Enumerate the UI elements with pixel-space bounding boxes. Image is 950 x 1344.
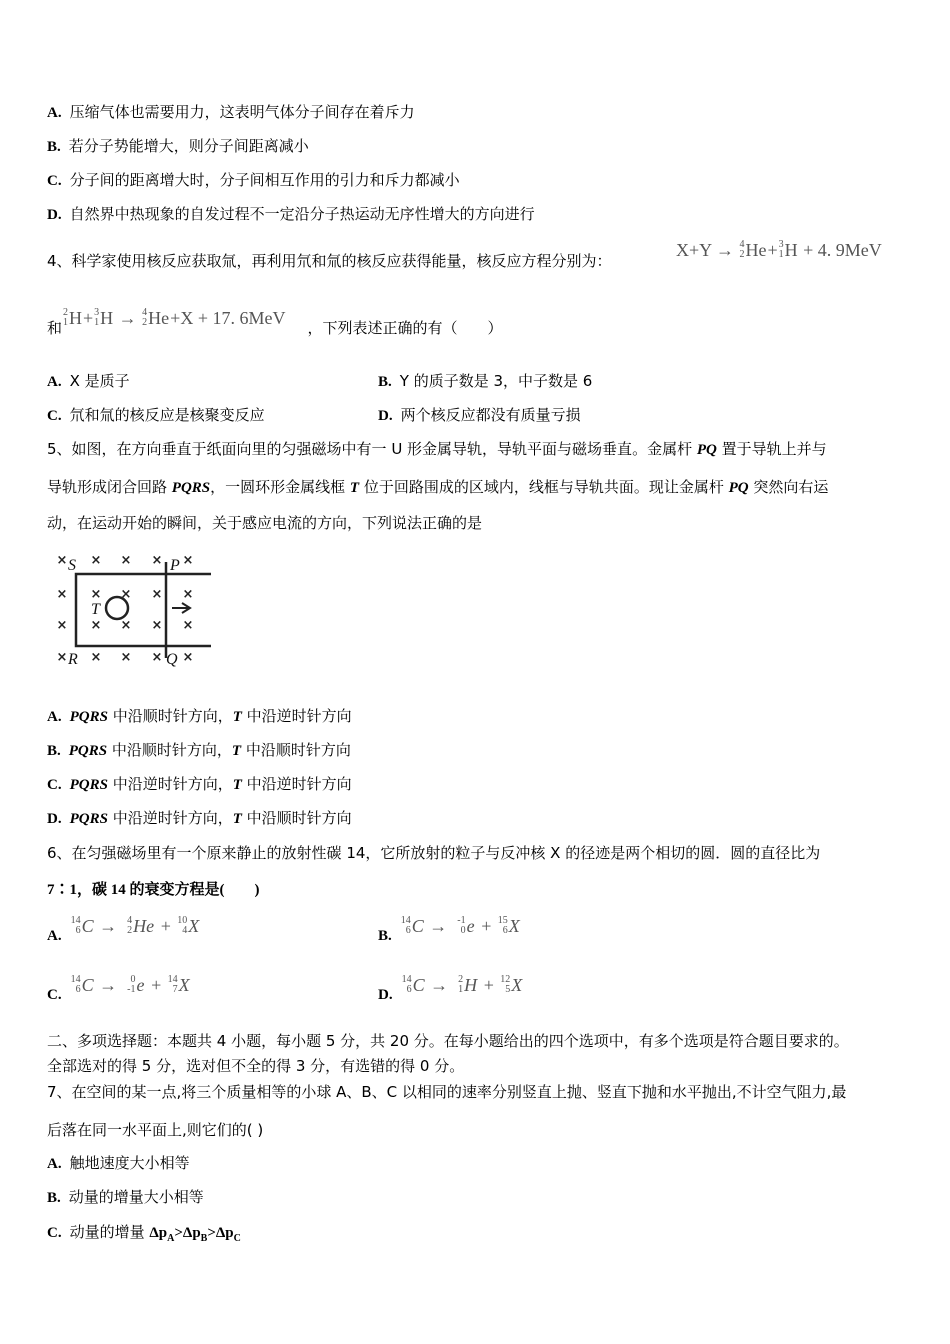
q5-line-2 [47, 477, 828, 498]
nuclide [71, 975, 94, 995]
element-symbol: e [136, 975, 145, 995]
option-label: D. [378, 408, 393, 424]
label-p: P [170, 557, 180, 574]
nuclide [168, 975, 190, 995]
svg-text:×: × [56, 650, 68, 665]
svg-text:×: × [120, 618, 132, 633]
element-symbol: C [411, 916, 424, 936]
text: 5、如图，在方向垂直于纸面向里的匀强磁场中有一 U 形金属导轨，导轨平面与磁场垂直。金属杆 [47, 440, 697, 458]
option-label: C. [47, 777, 62, 793]
mass-number: 4 [127, 915, 133, 926]
svg-text:×: × [151, 553, 163, 568]
mass-number: 14 [70, 915, 81, 926]
equation-text: X+Y → [676, 240, 739, 260]
svg-text:×: × [90, 618, 102, 633]
q7-option-b [47, 1187, 204, 1208]
greater-than: > [207, 1225, 216, 1241]
nuclide [71, 916, 94, 936]
element-symbol: H [784, 240, 798, 260]
equation-text: + 4. 9MeV [798, 240, 882, 260]
atomic-number: 1 [94, 317, 100, 328]
nuclide [127, 916, 154, 936]
equation-text: +X + 17. 6MeV [170, 308, 286, 328]
q4-equation-1 [676, 240, 882, 260]
option-text: 若分子势能增大，则分子间距离减小 [68, 137, 309, 155]
nuclide [94, 308, 113, 328]
element-symbol: C [81, 916, 94, 936]
mass-number: -1 [457, 915, 466, 926]
nuclide [63, 308, 82, 328]
text: 中沿逆时针方向， [107, 809, 233, 827]
nuclide-numbers [168, 975, 178, 995]
nuclide [739, 240, 766, 260]
mass-number: 14 [400, 915, 411, 926]
option-text: 动量的增量大小相等 [68, 1188, 204, 1206]
q3-option-a [47, 102, 415, 123]
element-symbol: e [466, 916, 475, 936]
greater-than: > [174, 1225, 183, 1241]
option-text: 触地速度大小相等 [69, 1154, 190, 1172]
mass-number: 3 [778, 239, 784, 250]
text: PQRS [171, 480, 211, 496]
mass-number: 2 [458, 974, 464, 985]
q4-option-c [47, 405, 265, 426]
equation [70, 975, 191, 995]
q4-option-d [378, 405, 581, 426]
svg-text:×: × [90, 553, 102, 568]
element-symbol: He [133, 916, 155, 936]
element-symbol: He [148, 308, 170, 328]
q3-option-c [47, 170, 460, 191]
q6-option-a [47, 912, 200, 946]
equation-text: → [424, 916, 457, 936]
option-label: C. [47, 173, 62, 189]
svg-text:×: × [56, 553, 68, 568]
nuclide-numbers [71, 916, 81, 936]
nuclide-numbers [739, 240, 744, 260]
element-symbol: X [511, 975, 523, 995]
svg-text:×: × [151, 587, 163, 602]
nuclide-numbers [127, 916, 132, 936]
svg-text:×: × [151, 618, 163, 633]
option-text: 氘和氚的核反应是核聚变反应 [69, 406, 265, 424]
mass-number: 2 [63, 307, 69, 318]
atomic-number: 6 [406, 984, 412, 995]
mass-number: 15 [497, 915, 508, 926]
equation [401, 975, 524, 995]
atomic-number: 6 [75, 925, 81, 936]
text: 突然向右运 [748, 478, 829, 496]
element-symbol: He [745, 240, 767, 260]
text: PQ [696, 442, 717, 458]
equation-text: + [475, 916, 497, 936]
option-text: X 是质子 [69, 372, 130, 390]
option-label: A. [47, 374, 62, 390]
nuclide [457, 916, 474, 936]
q4-option-a [47, 371, 130, 392]
atomic-number: 0 [460, 925, 466, 936]
equation-text: + [155, 916, 177, 936]
nuclide [458, 975, 477, 995]
atomic-number: 1 [458, 984, 464, 995]
nuclide-numbers [142, 308, 147, 328]
element-symbol: H [69, 308, 83, 328]
q5-option-b [47, 740, 351, 761]
q4-equation-2 [62, 308, 285, 328]
option-text: 动量的增量 [69, 1223, 150, 1241]
atomic-number: 6 [502, 925, 508, 936]
nuclide [500, 975, 522, 995]
text: 中沿逆时针方向 [241, 707, 352, 725]
nuclide [498, 916, 520, 936]
text: PQRS [69, 709, 108, 725]
equation-text: → [114, 308, 142, 328]
section-2-heading: 二、多项选择题：本题共 4 小题，每小题 5 分，共 20 分。在每小题给出的四个选项中，有多个选项是符合题目要求的。 [47, 1032, 849, 1050]
element-symbol: H [464, 975, 478, 995]
nuclide-numbers [177, 916, 187, 936]
mass-number: 14 [70, 974, 81, 985]
option-text: 压缩气体也需要用力，这表明气体分子间存在着斥力 [69, 103, 415, 121]
q4-and: 和 [47, 319, 63, 337]
text: 位于回路围成的区域内，线框与导轨共面。现让金属杆 [359, 478, 729, 496]
mass-number: 14 [401, 974, 412, 985]
q7-line-1: 7、在空间的某一点,将三个质量相等的小球 A、B、C 以相同的速率分别竖直上抛、竖直下抛和水平抛出,不计空气阻力,最 [47, 1083, 847, 1101]
equation-text: + [145, 975, 167, 995]
text: 导轨形成闭合回路 [47, 478, 172, 496]
q4-line-2 [47, 307, 503, 338]
atomic-number: 2 [142, 317, 148, 328]
q7-option-a [47, 1153, 190, 1174]
text: T [349, 480, 360, 496]
svg-text:×: × [182, 587, 194, 602]
text: T [232, 811, 242, 827]
text: 中沿顺时针方向， [107, 707, 233, 725]
element-symbol: C [412, 975, 425, 995]
atomic-number: -1 [127, 984, 136, 995]
text: 中沿逆时针方向 [241, 775, 352, 793]
option-text: Y 的质子数是 3，中子数是 6 [399, 372, 593, 390]
svg-text:×: × [120, 587, 132, 602]
option-text: 自然界中热现象的自发过程不一定沿分子热运动无序性增大的方向进行 [69, 205, 535, 223]
q6-line-2: 7∶1，碳 14 的衰变方程是( ) [47, 882, 260, 898]
mass-number: 4 [142, 307, 148, 318]
nuclide-numbers [498, 916, 508, 936]
option-label: B. [47, 139, 61, 155]
mass-number: 0 [130, 974, 136, 985]
option-label: A. [47, 709, 62, 725]
text: PQRS [68, 743, 108, 759]
text: 置于导轨上并与 [716, 440, 827, 458]
option-label: C. [47, 987, 62, 1003]
mass-number: 4 [739, 239, 745, 250]
text: PQ [728, 480, 749, 496]
equation-text: + [83, 308, 94, 328]
option-label: C. [47, 408, 62, 424]
equation-text: → [94, 975, 127, 995]
label-t: T [91, 601, 100, 618]
svg-text:×: × [182, 553, 194, 568]
q3-option-b [47, 136, 309, 157]
svg-text:×: × [90, 587, 102, 602]
nuclide-numbers [457, 916, 465, 936]
section-2-scoring: 全部选对的得 5 分，选对但不全的得 3 分，有选错的得 0 分。 [47, 1057, 465, 1075]
equation-text: → [94, 916, 127, 936]
atomic-number: 6 [405, 925, 411, 936]
atomic-number: 5 [505, 984, 511, 995]
text: 中沿逆时针方向， [107, 775, 233, 793]
text: 中沿顺时针方向 [241, 809, 352, 827]
text: T [232, 777, 242, 793]
formula [149, 1225, 241, 1244]
nuclide-numbers [63, 308, 68, 328]
text: PQRS [69, 777, 108, 793]
nuclide-numbers [94, 308, 99, 328]
nuclide-numbers [401, 916, 411, 936]
q4-option-b [378, 371, 592, 392]
nuclide-numbers [458, 975, 463, 995]
mass-number: 12 [500, 974, 511, 985]
mass-number: 10 [177, 915, 188, 926]
atomic-number: 1 [778, 249, 784, 260]
nuclide [127, 975, 144, 995]
svg-text:×: × [120, 553, 132, 568]
q4-tail: ，下列表述正确的有（ ） [307, 319, 503, 337]
svg-text:×: × [56, 618, 68, 633]
q5-option-a [47, 706, 352, 727]
option-label: D. [378, 987, 393, 1003]
subscript: A [167, 1233, 175, 1244]
subscript: B [200, 1233, 208, 1244]
option-label: B. [47, 743, 61, 759]
svg-text:×: × [182, 618, 194, 633]
nuclide-numbers [500, 975, 510, 995]
q6-option-d [378, 971, 523, 1005]
nuclide [142, 308, 169, 328]
q6-line-1: 6、在匀强磁场里有一个原来静止的放射性碳 14，它所放射的粒子与反冲核 X 的径迹是两个相切的圆．圆的直径比为 [47, 844, 821, 862]
mass-number: 3 [94, 307, 100, 318]
q5-line-1 [47, 439, 827, 460]
text: T [232, 709, 242, 725]
arrow-right-icon [172, 603, 190, 613]
label-r: R [68, 651, 78, 668]
element-symbol: C [81, 975, 94, 995]
text: 中沿顺时针方向， [107, 741, 232, 759]
text: 中沿顺时针方向 [241, 741, 351, 759]
text: ，一圆环形金属线框 [210, 478, 350, 496]
q5-line-3: 动，在运动开始的瞬间，关于感应电流的方向，下列说法正确的是 [47, 514, 483, 532]
atomic-number: 4 [182, 925, 188, 936]
nuclide [401, 916, 424, 936]
option-label: C. [47, 1225, 62, 1241]
svg-text:×: × [120, 650, 132, 665]
nuclide-numbers [127, 975, 135, 995]
element-symbol: H [100, 308, 114, 328]
option-label: A. [47, 105, 62, 121]
element-symbol: X [178, 975, 190, 995]
text: T [231, 743, 242, 759]
svg-text:×: × [56, 587, 68, 602]
svg-text:×: × [151, 650, 163, 665]
atomic-number: 1 [63, 317, 69, 328]
option-label: B. [378, 928, 392, 944]
q4-stem: 4、科学家使用核反应获取氚，再利用氘和氚的核反应获得能量，核反应方程分别为： [47, 252, 612, 270]
nuclide-numbers [71, 975, 81, 995]
subscript: C [233, 1233, 241, 1244]
q7-line-2: 后落在同一水平面上,则它们的( ) [47, 1121, 264, 1139]
option-label: A. [47, 1156, 62, 1172]
option-label: D. [47, 811, 62, 827]
q6-option-b [378, 912, 521, 946]
label-s: S [68, 557, 76, 574]
delta-p: Δp [182, 1225, 201, 1241]
nuclide [402, 975, 425, 995]
nuclide [779, 240, 798, 260]
svg-text:×: × [90, 650, 102, 665]
equation-text: + [478, 975, 500, 995]
option-text: 分子间的距离增大时，分子间相互作用的引力和斥力都减小 [69, 171, 460, 189]
svg-text:×: × [182, 650, 194, 665]
delta-p: Δp [149, 1225, 168, 1241]
option-label: A. [47, 928, 62, 944]
nuclide-numbers [779, 240, 784, 260]
q3-option-d [47, 204, 535, 225]
equation [400, 916, 521, 936]
element-symbol: X [188, 916, 200, 936]
atomic-number: 2 [739, 249, 745, 260]
q6-option-c [47, 971, 191, 1005]
q5-option-d [47, 808, 352, 829]
atomic-number: 7 [172, 984, 178, 995]
text: PQRS [69, 811, 108, 827]
q5-option-c [47, 774, 352, 795]
option-label: B. [378, 374, 392, 390]
nuclide [177, 916, 199, 936]
atomic-number: 2 [127, 925, 133, 936]
mass-number: 14 [167, 974, 178, 985]
equation-text: → [425, 975, 458, 995]
ring-t [106, 597, 128, 619]
option-label: D. [47, 207, 62, 223]
q7-option-c [47, 1222, 241, 1249]
nuclide-numbers [402, 975, 412, 995]
delta-p: Δp [215, 1225, 234, 1241]
option-label: B. [47, 1190, 61, 1206]
equation-text: + [767, 240, 778, 260]
atomic-number: 6 [75, 984, 81, 995]
equation [70, 916, 201, 936]
option-text: 两个核反应都没有质量亏损 [400, 406, 581, 424]
circuit-diagram [48, 548, 218, 670]
label-q: Q [166, 651, 178, 668]
element-symbol: X [508, 916, 520, 936]
